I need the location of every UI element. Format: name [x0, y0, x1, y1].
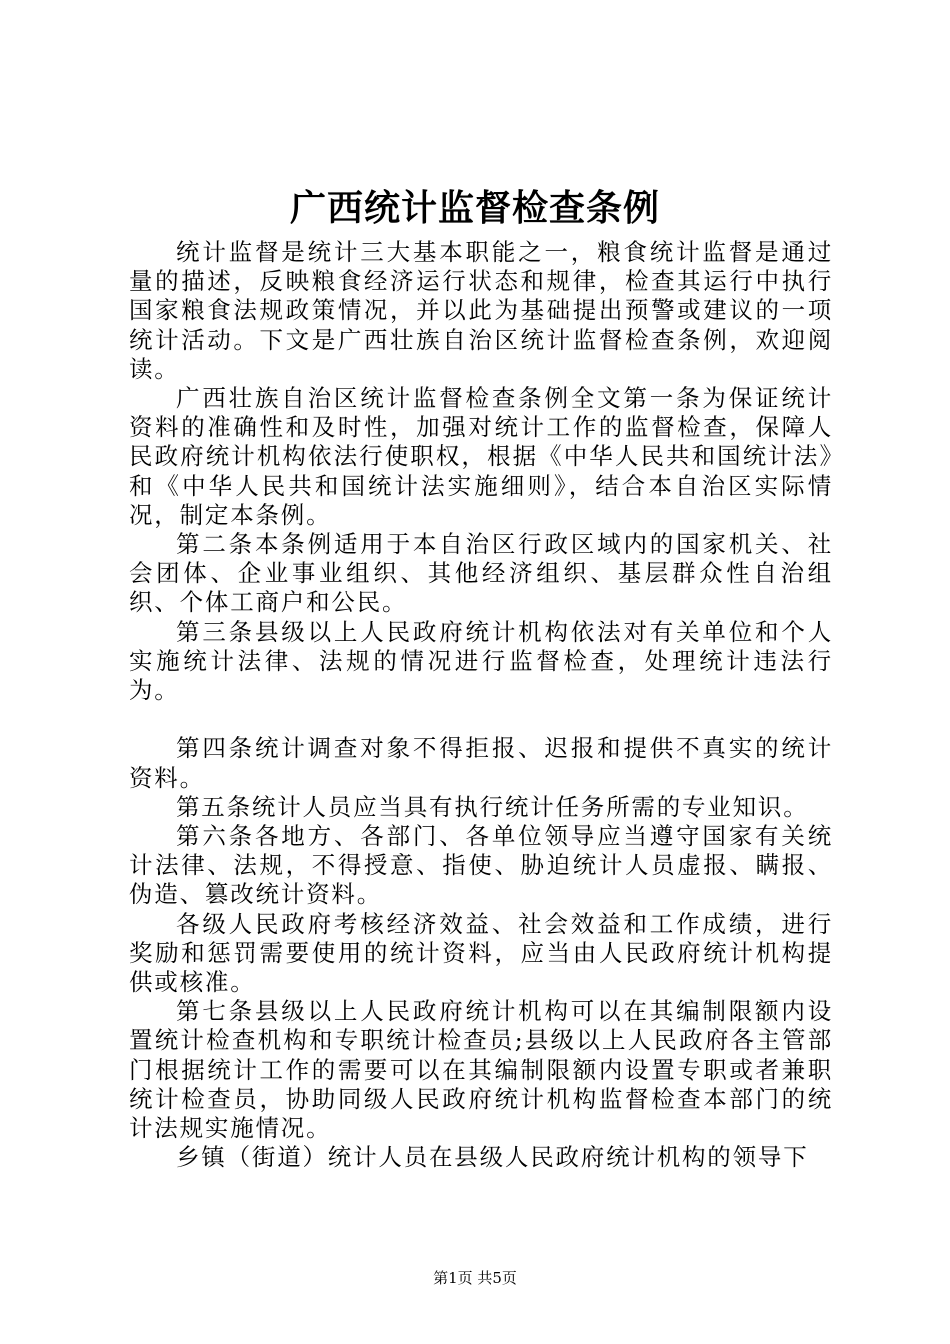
document-title: 广西统计监督检查条例 [289, 188, 660, 229]
page-footer [0, 1268, 950, 1288]
paragraph-article-3: 第三条县级以上人民政府统计机构依法对有关单位和个人实施统计法律、法规的情况进行监督检查，处理统计违法行为。 [129, 617, 833, 705]
paragraph-article-2: 第二条本条例适用于本自治区行政区域内的国家机关、社会团体、企业事业组织、其他经济组织、基层群众性自治组织、个体工商户和公民。 [129, 530, 833, 617]
paragraph-article-1: 广西壮族自治区统计监督检查条例全文第一条为保证统计资料的准确性和及时性，加强对统计工作的监督检查，保障人民政府统计机构依法行使职权，根据《中华人民共和国统计法》和《中华人民共和国统计法实施细则》，结合本自治区实际情况，制定本条例。 [129, 384, 833, 529]
paragraph-article-7: 第七条县级以上人民政府统计机构可以在其编制限额内设置统计检查机构和专职统计检查员;县级以上人民政府各主管部门根据统计工作的需要可以在其编制限额内设置专职或者兼职统计检查员，协助同级人民政府统计机构监督检查本部门的统计法规实施情况。 [129, 997, 833, 1143]
paragraph-article-6: 第六条各地方、各部门、各单位领导应当遵守国家有关统计法律、法规，不得授意、指使、胁迫统计人员虚报、瞒报、伪造、篡改统计资料。 [129, 822, 833, 909]
paragraph-article-6-cont: 各级人民政府考核经济效益、社会效益和工作成绩，进行奖励和惩罚需要使用的统计资料，应当由人民政府统计机构提供或核准。 [129, 909, 833, 997]
paragraph-intro: 统计监督是统计三大基本职能之一，粮食统计监督是通过量的描述，反映粮食经济运行状态和规律，检查其运行中执行国家粮食法规政策情况，并以此为基础提出预警或建议的一项统计活动。下文是广西壮族自治区统计监督检查条例，欢迎阅读。 [129, 238, 833, 383]
document-body [129, 238, 833, 1172]
paragraph-article-5: 第五条统计人员应当具有执行统计任务所需的专业知识。 [176, 792, 809, 821]
paragraph-article-4: 第四条统计调查对象不得拒报、迟报和提供不真实的统计资料。 [129, 734, 833, 792]
paragraph-article-7-cont: 乡镇（街道）统计人员在县级人民政府统计机构的领导下 [176, 1143, 809, 1172]
page-indicator: 第1页 共5页 [433, 1269, 517, 1287]
